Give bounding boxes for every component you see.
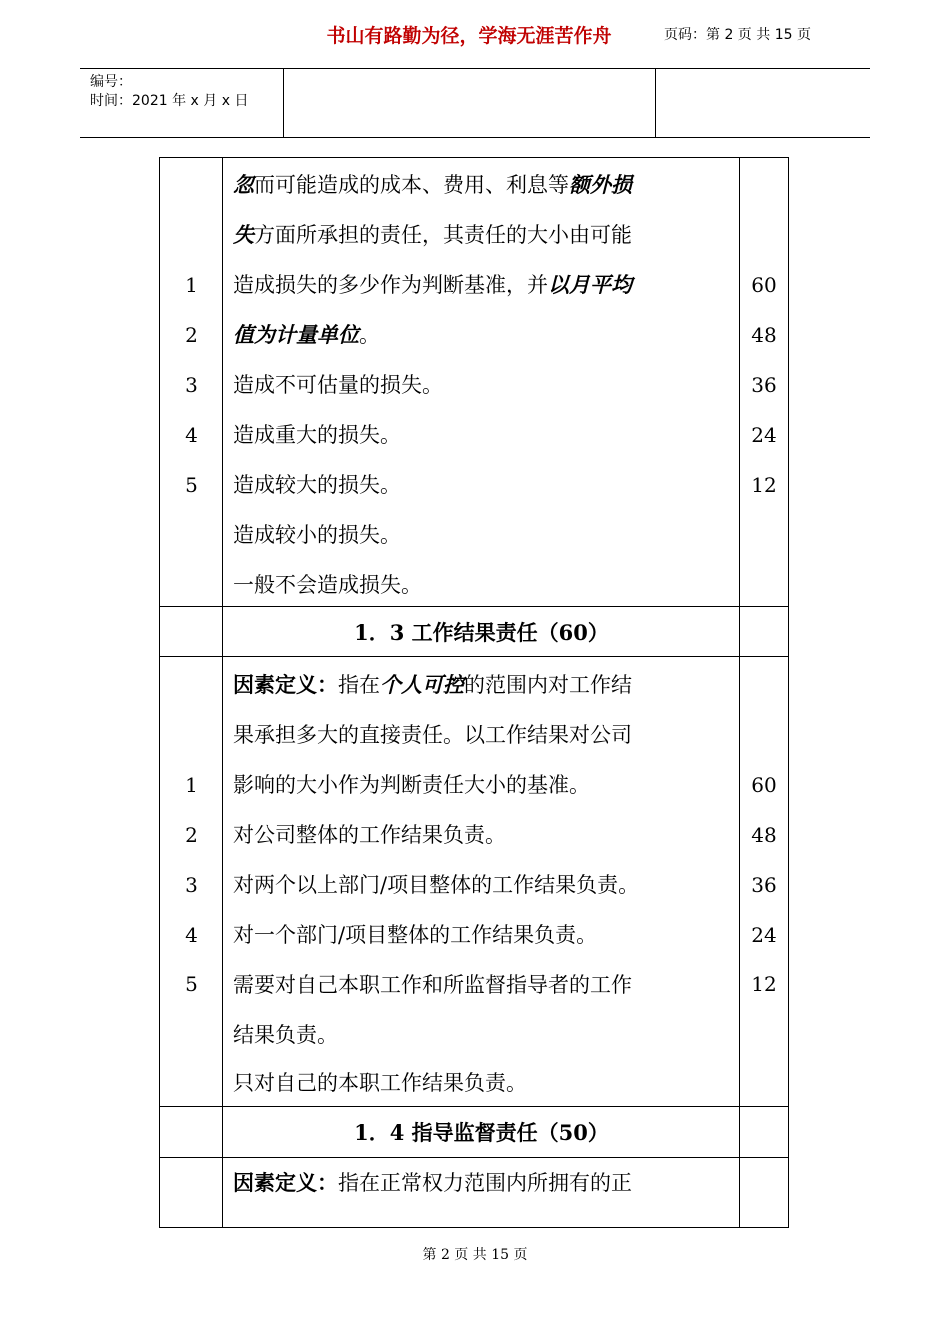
page-footer: 第 2 页 共 15 页 bbox=[422, 1247, 528, 1263]
level-score: 48 bbox=[751, 823, 777, 847]
header-divider bbox=[283, 69, 284, 137]
table-column-divider bbox=[739, 157, 740, 1228]
level-score: 24 bbox=[751, 923, 777, 947]
header-motto: 书山有路勤为径，学海无涯苦作舟 bbox=[326, 24, 612, 47]
definition-label: 因素定义： bbox=[233, 1170, 338, 1195]
definition-line bbox=[233, 310, 738, 360]
level-number: 5 bbox=[185, 972, 198, 996]
emphasis-text: 个人可控 bbox=[380, 672, 464, 697]
definition-line: 果承担多大的直接责任。以工作结果对公司 bbox=[233, 723, 632, 747]
table-border-bottom bbox=[159, 1227, 789, 1228]
level-description: 只对自己的本职工作结果负责。 bbox=[233, 1071, 527, 1095]
level-description: 造成较大的损失。 bbox=[233, 473, 401, 497]
document-number-label: 编号： bbox=[90, 74, 132, 90]
level-score: 12 bbox=[751, 473, 777, 497]
level-number: 4 bbox=[185, 423, 198, 447]
level-score: 60 bbox=[751, 273, 777, 297]
definition-text: 而可能造成的成本、费用、利息等 bbox=[254, 173, 569, 197]
table-column-divider bbox=[222, 157, 223, 1228]
level-description: 造成重大的损失。 bbox=[233, 423, 401, 447]
table-border-left bbox=[159, 157, 160, 1228]
level-number: 4 bbox=[185, 923, 198, 947]
level-description: 对公司整体的工作结果负责。 bbox=[233, 823, 506, 847]
definition-line bbox=[233, 160, 738, 210]
level-number: 2 bbox=[185, 323, 198, 347]
level-description: 造成不可估量的损失。 bbox=[233, 373, 443, 397]
definition-line bbox=[233, 260, 738, 310]
definition-text: 造成损失的多少作为判断基准，并 bbox=[233, 273, 548, 297]
table-border-top bbox=[159, 157, 789, 158]
level-number: 2 bbox=[185, 823, 198, 847]
emphasis-text: 忽 bbox=[233, 172, 254, 197]
level-number: 1 bbox=[185, 273, 198, 297]
level-description: 结果负责。 bbox=[233, 1023, 338, 1047]
emphasis-text: 失 bbox=[233, 222, 254, 247]
definition-line bbox=[233, 210, 738, 260]
definition-line bbox=[233, 1158, 738, 1208]
emphasis-text: 值为计量单位 bbox=[233, 322, 359, 347]
header-divider bbox=[655, 69, 656, 137]
page-header bbox=[80, 68, 870, 138]
header-page-info: 页码：第 2 页 共 15 页 bbox=[664, 27, 811, 43]
level-description: 一般不会造成损失。 bbox=[233, 573, 422, 597]
level-description: 对一个部门/项目整体的工作结果负责。 bbox=[233, 923, 598, 947]
level-score: 60 bbox=[751, 773, 777, 797]
level-score: 36 bbox=[751, 873, 777, 897]
level-number: 5 bbox=[185, 473, 198, 497]
emphasis-text: 额外损 bbox=[569, 172, 632, 197]
level-score: 24 bbox=[751, 423, 777, 447]
definition-label: 因素定义： bbox=[233, 672, 338, 697]
level-score: 36 bbox=[751, 373, 777, 397]
level-score: 12 bbox=[751, 972, 777, 996]
definition-text: 的范围内对工作结 bbox=[464, 673, 632, 697]
section-title: 1．4 指导监督责任（50） bbox=[354, 1120, 609, 1145]
definition-text: 指在 bbox=[338, 673, 380, 697]
definition-text: 方面所承担的责任，其责任的大小由可能 bbox=[254, 223, 632, 247]
level-score: 48 bbox=[751, 323, 777, 347]
level-description: 对两个以上部门/项目整体的工作结果负责。 bbox=[233, 873, 640, 897]
definition-line bbox=[233, 660, 738, 710]
header-meta bbox=[90, 73, 248, 111]
document-time: 时间：2021 年 x 月 x 日 bbox=[90, 93, 249, 109]
definition-text: 指在正常权力范围内所拥有的正 bbox=[338, 1171, 632, 1195]
level-number: 3 bbox=[185, 873, 198, 897]
level-number: 1 bbox=[185, 773, 198, 797]
definition-text: 。 bbox=[359, 323, 380, 347]
level-description: 需要对自己本职工作和所监督指导者的工作 bbox=[233, 973, 632, 997]
emphasis-text: 以月平均 bbox=[548, 272, 632, 297]
section-title: 1．3 工作结果责任（60） bbox=[354, 620, 609, 645]
definition-line: 影响的大小作为判断责任大小的基准。 bbox=[233, 773, 590, 797]
level-number: 3 bbox=[185, 373, 198, 397]
table-border-right bbox=[788, 157, 789, 1228]
level-description: 造成较小的损失。 bbox=[233, 523, 401, 547]
